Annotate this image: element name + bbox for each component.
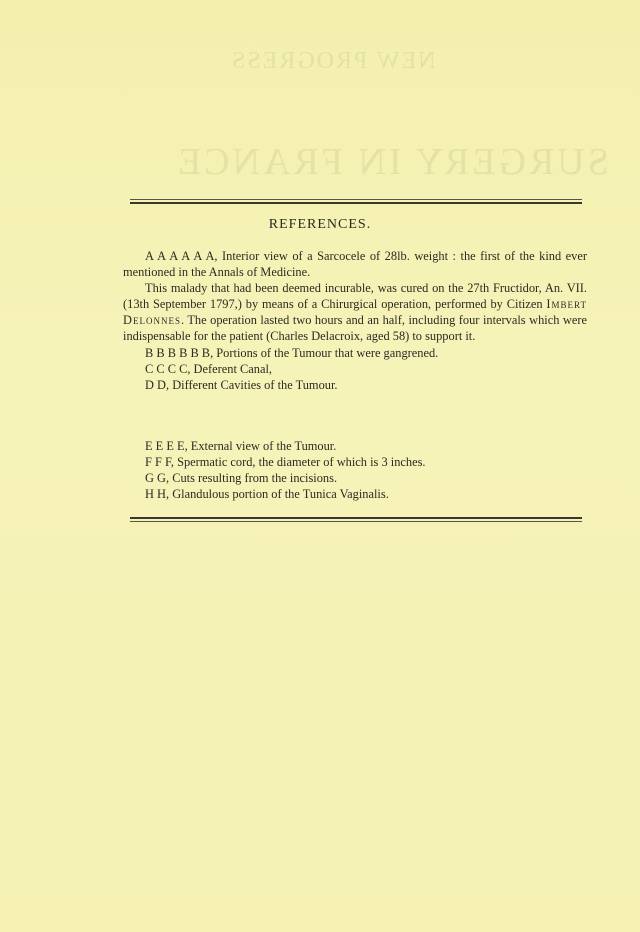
list-item-b: B B B B B B, Portions of the Tumour that were gangrened. bbox=[145, 345, 439, 360]
list-item-g: G G, Cuts resulting from the incisions. bbox=[145, 471, 338, 486]
list-item-c: C C C C, Deferent Canal, bbox=[145, 361, 272, 376]
list-item-f: F F F, Spermatic cord, the diameter of which is 3 inches. bbox=[145, 455, 426, 470]
surgeon-name: Imbert Delonnes bbox=[123, 297, 587, 328]
list-item-h: H H, Glandulous portion of the Tunica Vaginalis. bbox=[145, 487, 389, 502]
show-through-text-title: SURGERY IN FRANCE bbox=[175, 141, 609, 183]
paragraph-operation: This malady that had been deemed incurable, was cured on the 27th Fructidor, An. VII. (13th September 1797,) by means of a Chirurgical operation, performed by Citizen Imbert Delonnes. The operation lasted two hours and an half, including four intervals which were indispensable for the patient (Charles Delacroix, aged 58) to support it. bbox=[123, 281, 587, 344]
list-item-d: D D, Different Cavities of the Tumour. bbox=[145, 377, 338, 392]
show-through-text-top: NEW PROGRESS bbox=[230, 48, 436, 74]
letters-a: A A A A A A, bbox=[145, 249, 218, 263]
desc-a: Interior view of a Sarcocele of 28lb. weight : the first of the kind ever mentioned in the Annals of Medicine. bbox=[123, 249, 587, 280]
bottom-double-rule bbox=[130, 517, 582, 522]
paragraph-sarcocele bbox=[123, 248, 587, 280]
top-double-rule bbox=[130, 199, 582, 204]
list-item-e: E E E E, External view of the Tumour. bbox=[145, 439, 337, 453]
references-block-interior bbox=[123, 248, 587, 393]
references-heading: REFERENCES. bbox=[268, 217, 372, 232]
references-block-external bbox=[123, 438, 587, 502]
